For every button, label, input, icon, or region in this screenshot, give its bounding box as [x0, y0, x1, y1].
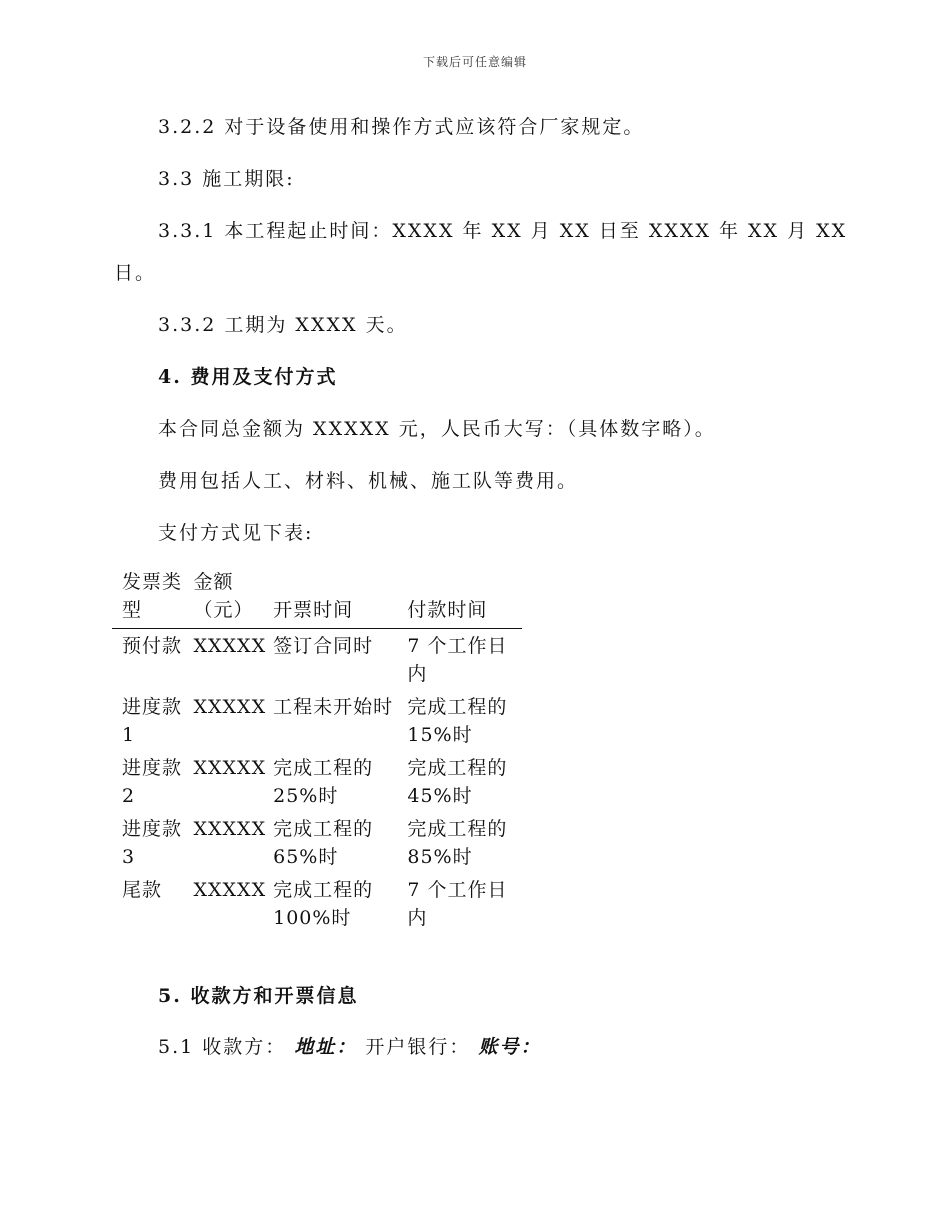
- table-cell: 完成工程的15%时: [407, 696, 508, 746]
- total-amount-paragraph: 本合同总金额为 XXXXX 元，人民币大写：（具体数字略）。: [158, 418, 716, 440]
- section-4-heading: 4. 费用及支付方式: [158, 366, 338, 388]
- clause-3-3-1-continued: 日。: [114, 262, 157, 284]
- clause-3-3: 3.3 施工期限:: [158, 168, 295, 190]
- header-amount: 金额（元）: [193, 568, 273, 629]
- table-cell: XXXXX: [193, 635, 267, 657]
- header-invoice-type: 发票类型: [112, 568, 193, 629]
- header-payment-time: 付款时间: [407, 568, 522, 629]
- table-cell: XXXXX: [193, 696, 267, 718]
- table-row: [112, 690, 522, 751]
- table-row: [112, 629, 522, 691]
- table-cell: XXXXX: [193, 879, 267, 901]
- table-header-row: [112, 568, 522, 629]
- table-intro-paragraph: 支付方式见下表:: [158, 522, 314, 544]
- page-header: 下载后可任意编辑: [422, 55, 527, 69]
- table-cell: 完成工程的100%时: [273, 879, 374, 929]
- table-row: [112, 812, 522, 873]
- header-invoice-time: 开票时间: [273, 568, 407, 629]
- payment-schedule-table: [112, 568, 522, 934]
- table-row: [112, 873, 522, 934]
- clause-3-2-2: 3.2.2 对于设备使用和操作方式应该符合厂家规定。: [158, 116, 645, 138]
- table-cell: 完成工程的45%时: [407, 757, 508, 807]
- table-cell: 完成工程的85%时: [407, 818, 508, 868]
- table-cell: XXXXX: [193, 818, 267, 840]
- bank-label: 开户银行：: [365, 1036, 471, 1058]
- table-cell: 进度款 2: [122, 757, 183, 807]
- clause-3-3-1: 3.3.1 本工程起止时间：XXXX 年 XX 月 XX 日至 XXXX 年 XX 月 XX: [158, 220, 848, 242]
- table-cell: 进度款 3: [122, 818, 183, 868]
- table-cell: 尾款: [122, 879, 163, 901]
- clause-3-3-2: 3.3.2 工期为 XXXX 天。: [158, 314, 408, 336]
- table-cell: XXXXX: [193, 757, 267, 779]
- payee-prefix: 5.1 收款方：: [158, 1036, 287, 1058]
- table-cell: 预付款: [122, 635, 183, 657]
- account-label: 账号：: [478, 1036, 542, 1058]
- fees-include-paragraph: 费用包括人工、材料、机械、施工队等费用。: [158, 470, 579, 492]
- table-cell: 完成工程的25%时: [273, 757, 374, 807]
- table-cell: 签订合同时: [273, 635, 374, 657]
- table-cell: 进度款 1: [122, 696, 183, 746]
- address-label: 地址：: [294, 1036, 358, 1058]
- clause-5-1: [158, 1032, 541, 1062]
- table-cell: 7 个工作日内: [407, 879, 508, 929]
- section-5-heading: 5. 收款方和开票信息: [158, 985, 359, 1007]
- table-cell: 工程未开始时: [273, 696, 394, 718]
- table-row: [112, 751, 522, 812]
- table-cell: 完成工程的65%时: [273, 818, 374, 868]
- table-cell: 7 个工作日内: [407, 635, 508, 685]
